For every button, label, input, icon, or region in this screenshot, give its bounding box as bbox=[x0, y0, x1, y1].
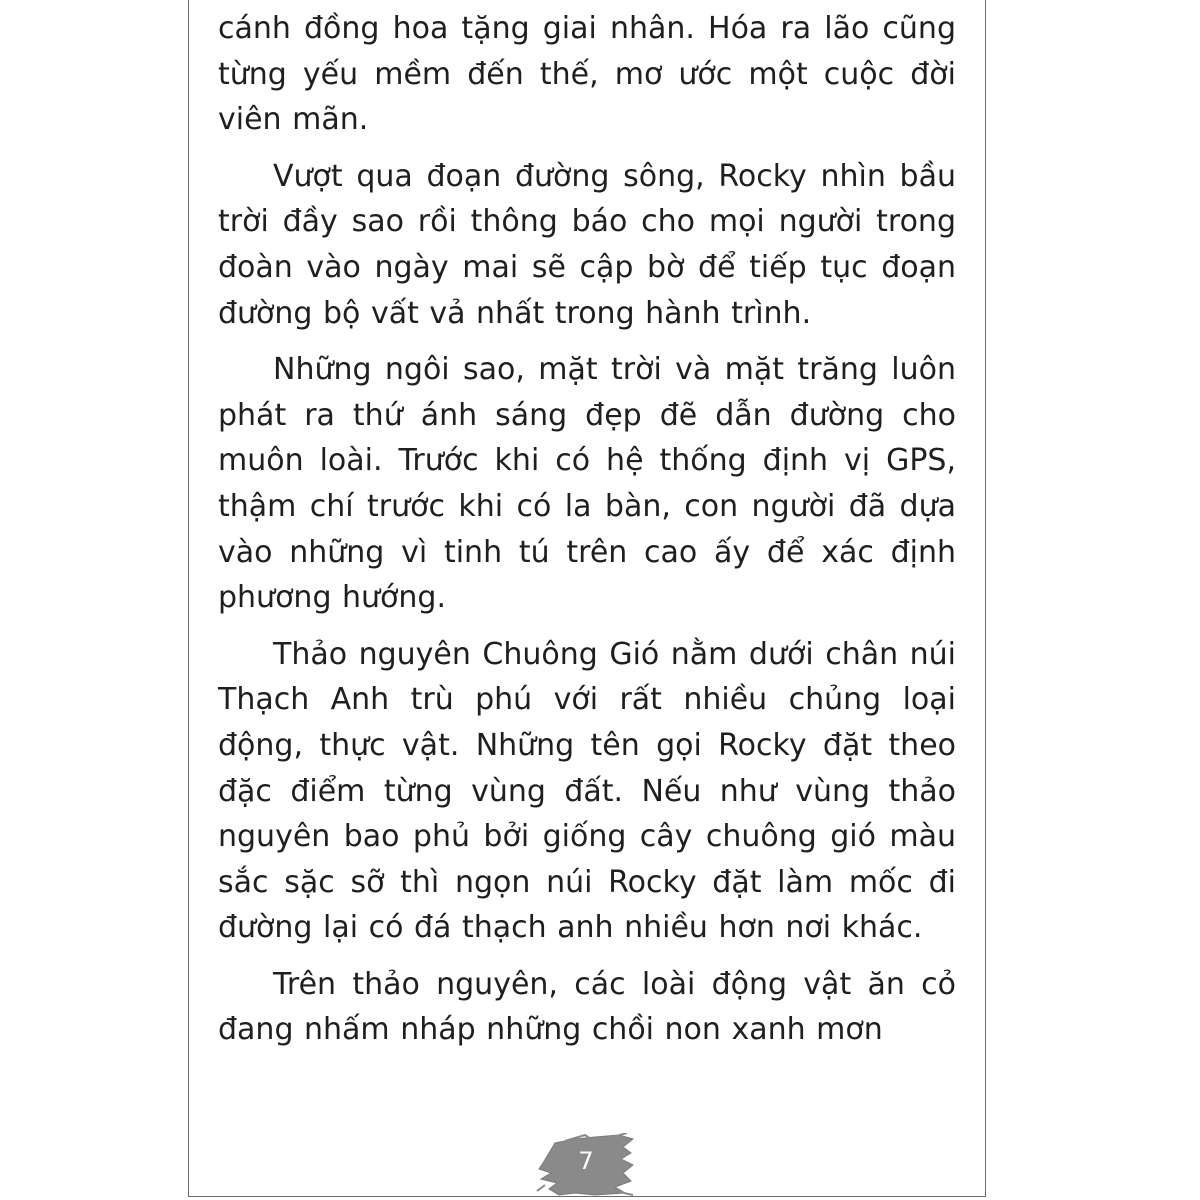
page-number: 7 bbox=[578, 1147, 594, 1175]
page-text bbox=[218, 6, 956, 1064]
paragraph-1: cánh đồng hoa tặng giai nhân. Hóa ra lão cũng từng yếu mềm đến thế, mơ ước một cuộc đời viên mãn. bbox=[218, 11, 956, 138]
paragraph-5: Trên thảo nguyên, các loài động vật ăn cỏ đang nhấm nháp những chồi non xanh mơn bbox=[218, 966, 956, 1048]
page-number-badge bbox=[535, 1133, 637, 1197]
paragraph-3: Những ngôi sao, mặt trời và mặt trăng luôn phát ra thứ ánh sáng đẹp đẽ dẫn đường cho muôn loài. Trước khi có hệ thống định vị GPS, thậm chí trước khi có la bàn, con người đã dựa vào những vì tinh tú trên cao ấy để xác định phương hướng. bbox=[218, 352, 956, 616]
paragraph-4: Thảo nguyên Chuông Gió nằm dưới chân núi Thạch Anh trù phú với rất nhiều chủng loại động, thực vật. Những tên gọi Rocky đặt theo đặc điểm từng vùng đất. Nếu như vùng thảo nguyên bao phủ bởi giống cây chuông gió màu sắc sặc sỡ thì ngọn núi Rocky đặt làm mốc đi đường lại có đá thạch anh nhiều hơn nơi khác. bbox=[218, 636, 956, 946]
paragraph-2: Vượt qua đoạn đường sông, Rocky nhìn bầu trời đầy sao rồi thông báo cho mọi người trong đoàn vào ngày mai sẽ cập bờ để tiếp tục đoạn đường bộ vất vả nhất trong hành trình. bbox=[218, 158, 956, 331]
